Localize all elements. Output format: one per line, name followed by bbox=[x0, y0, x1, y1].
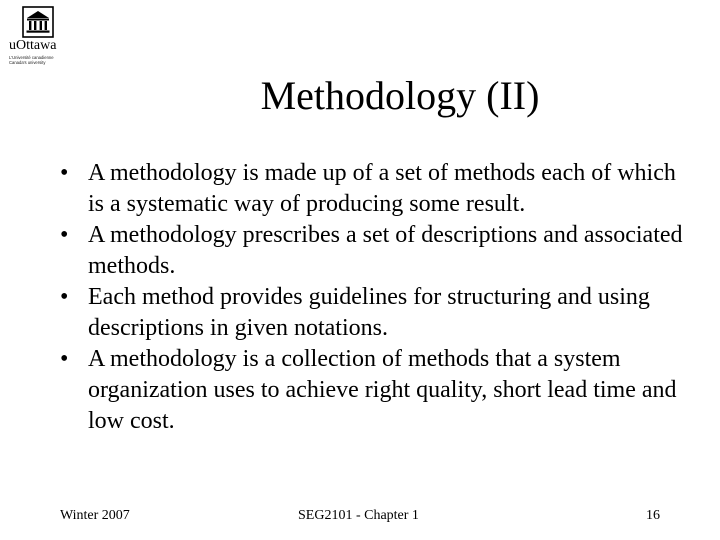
bullet-text: Each method provides guidelines for structuring and using descriptions in given notations. bbox=[88, 284, 650, 341]
bullet-marker: • bbox=[60, 160, 69, 186]
logo-subtitle-line-1: L'Université canadienne bbox=[9, 55, 54, 60]
university-building-icon bbox=[22, 6, 54, 38]
slide-title: Methodology (II) bbox=[260, 73, 540, 118]
bullet-marker: • bbox=[60, 346, 69, 372]
footer-page-number: 16 bbox=[646, 508, 660, 523]
bullet-list bbox=[60, 158, 690, 437]
bullet-item bbox=[60, 220, 690, 282]
bullet-text: A methodology prescribes a set of descriptions and associated methods. bbox=[88, 222, 683, 279]
bullet-text: A methodology is made up of a set of methods each of which is a systematic way of producing some result. bbox=[88, 160, 676, 217]
bullet-marker: • bbox=[60, 222, 69, 248]
bullet-item bbox=[60, 282, 690, 344]
bullet-item bbox=[60, 344, 690, 437]
footer-course: SEG2101 - Chapter 1 bbox=[298, 508, 419, 523]
bullet-marker: • bbox=[60, 284, 69, 310]
logo-wordmark: uOttawa bbox=[9, 38, 57, 53]
bullet-text: A methodology is a collection of methods that a system organization uses to achieve right quality, short lead time and low cost. bbox=[88, 346, 677, 434]
logo-subtitle bbox=[9, 55, 54, 65]
footer-date: Winter 2007 bbox=[60, 508, 130, 523]
logo-subtitle-line-2: Canada's university bbox=[9, 60, 46, 65]
bullet-item bbox=[60, 158, 690, 220]
university-logo bbox=[8, 6, 68, 72]
